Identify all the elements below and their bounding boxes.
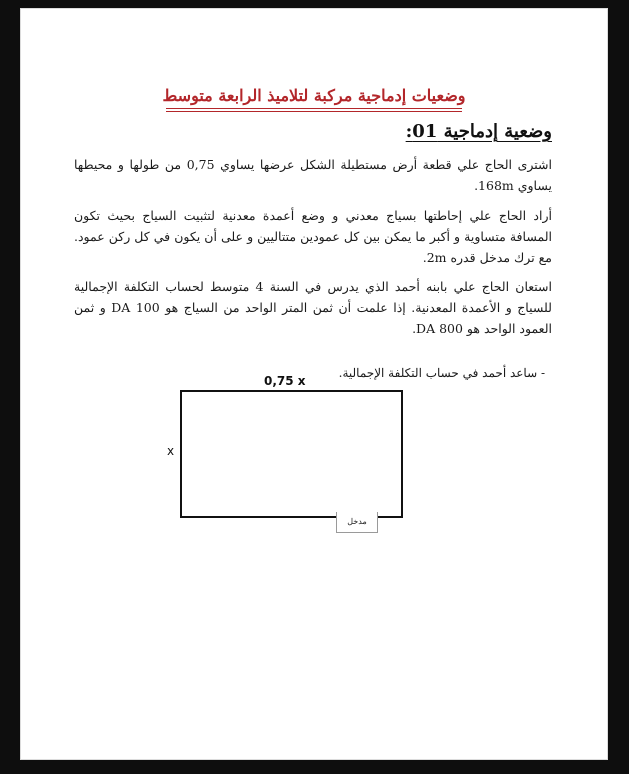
document-title: وضعيات إدماجية مركبة لتلاميذ الرابعة متوسط	[162, 86, 466, 105]
title-underline-second	[166, 111, 462, 112]
paragraph-1: اشترى الحاج علي قطعة أرض مستطيلة الشكل عرضها يساوي 0,75 من طولها و محيطها يساوي 168m.	[74, 157, 552, 193]
task-bullet: - ساعد أحمد في حساب التكلفة الإجمالية.	[338, 366, 545, 380]
document-page	[20, 8, 608, 760]
paragraph-2: أراد الحاج علي إحاطتها بسياج معدني و وضع أعمدة معدنية لتثبيت السياج بحيث تكون المسافة متساوية و أكبر ما يمكن بين كل عمودين متتاليين و على أن يكون في كل ركن عمود. مع ترك مدخل قدره 2m.	[74, 208, 552, 265]
width-label: 0,75 x	[264, 374, 306, 388]
entrance-box: مدخل	[336, 512, 378, 533]
paragraph-3: استعان الحاج علي بابنه أحمد الذي يدرس في السنة 4 متوسط لحساب التكلفة الإجمالية للسياج و الأعمدة المعدنية. إذا علمت أن ثمن المتر الواحد من السياج هو 100 DA و ثمن العمود الواحد هو 800 DA.	[74, 279, 553, 336]
title-underline	[166, 108, 462, 109]
length-label: x	[167, 444, 175, 458]
exercise-heading: وضعية إدماجية 01:	[405, 121, 552, 142]
land-rectangle	[180, 390, 403, 518]
